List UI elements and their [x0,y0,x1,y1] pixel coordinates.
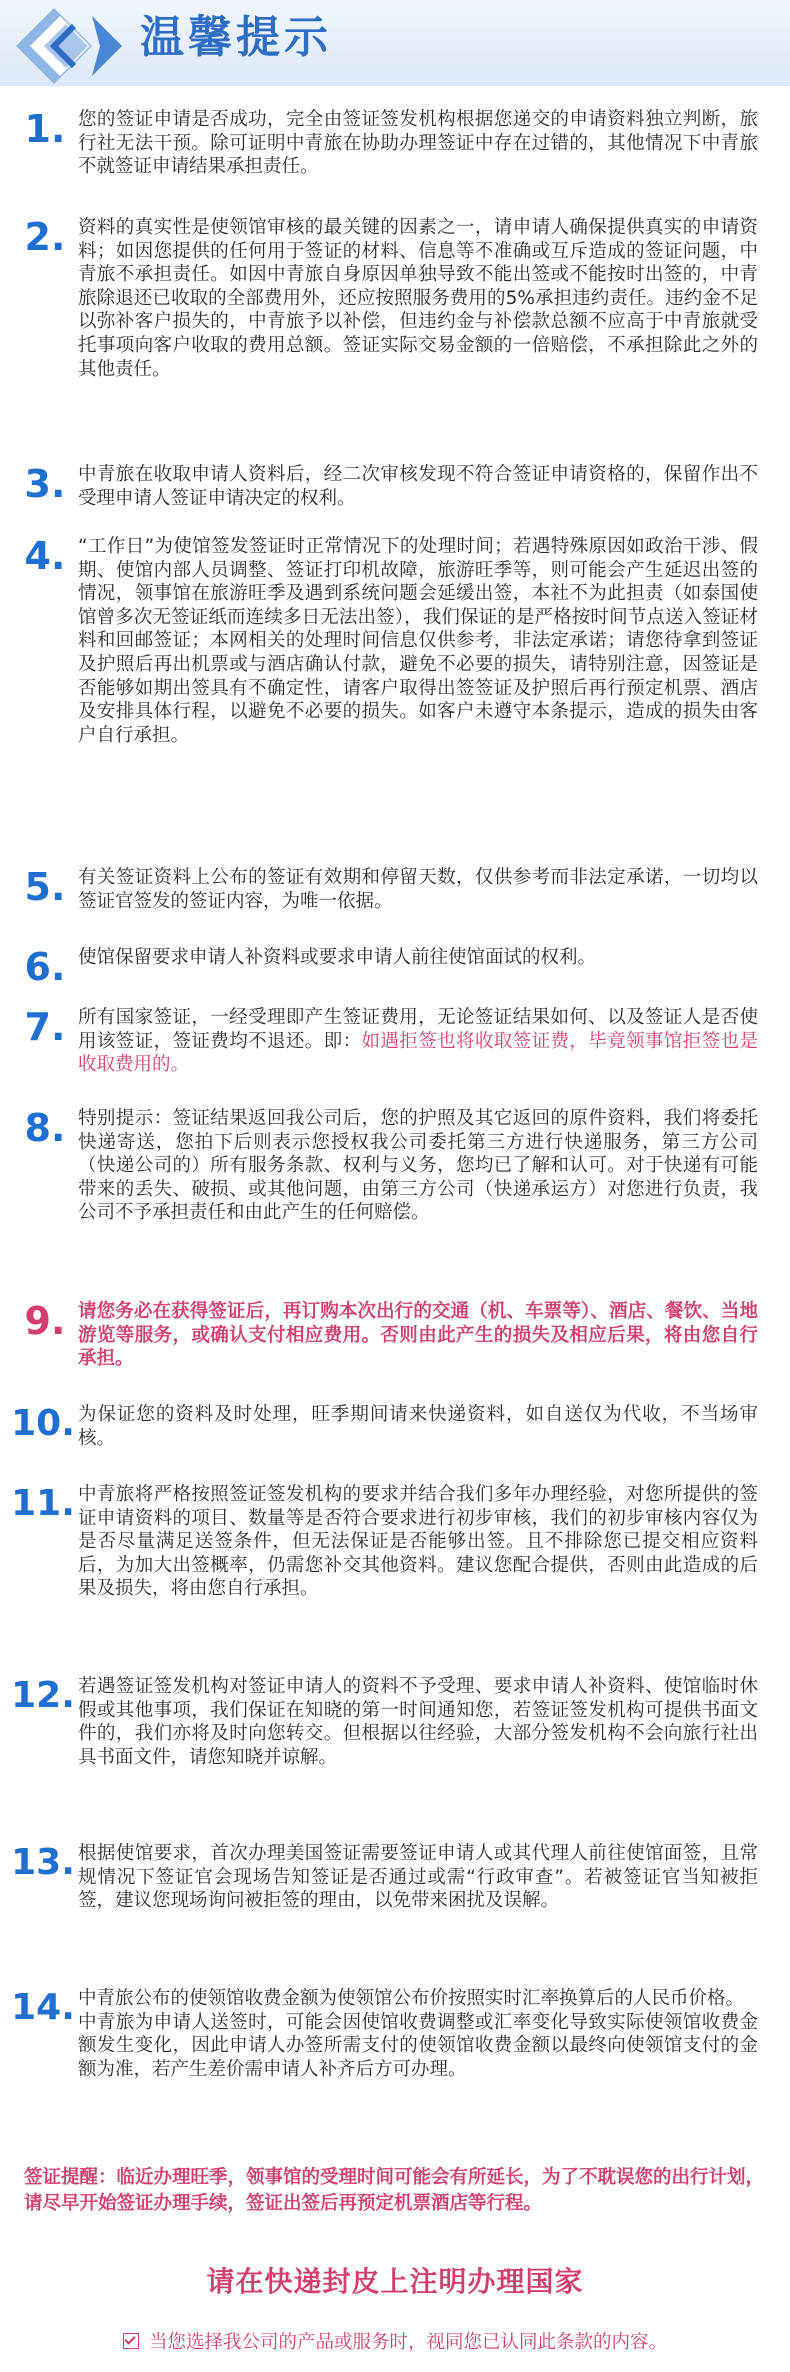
item-text: 中青旅将严格按照签证签发机构的要求并结合我们多年办理经验，对您所提供的签证申请资料的项目、数量等是否符合要求进行初步审核，我们的初步审核内容仅为是否尽量满足送签条件，但无法保证是否能够出签。且不排除您已提交相应资料后，为加大出签概率，仍需您补交其他资料。建议您配合提供，否则由此造成的后果及损失，将由您自行承担。 [78,1484,758,1600]
item-text: 您的签证申请是否成功，完全由签证签发机构根据您递交的申请资料独立判断，旅行社无法干预。除可证明中青旅在协助办理签证中存在过错的，其他情况下中青旅不就签证申请结果承担责任。 [78,109,758,178]
item-number: 12. [11,1675,75,1716]
express-notice: 请在快递封皮上注明办理国家 [206,2265,584,2298]
item-text: “工作日”为使馆签发签证时正常情况下的处理时间；若遇特殊原因如政治干涉、假期、使馆内部人员调整、签证打印机故障，旅游旺季等，则可能会产生延迟出签的情况，领事馆在旅游旺季及遇到系统问题会延缓出签，本社不为此担责（如泰国使馆曾多次无签证纸而连续多日无法出签），我们保证的是严格按时间节点送入签证材料和回邮签证；本网相关的处理时间信息仅供参考，非法定承诺；请您待拿到签证及护照后再出机票或与酒店确认付款，避免不必要的损失，请特别注意，因签证是否能够如期出签具有不确定性，请客户取得出签签证及护照后再行预定机票、酒店及安排具体行程，以避免不必要的损失。如客户未遵守本条提示，造成的损失由客户自行承担。 [78,536,758,746]
item-number: 10. [11,1403,75,1444]
item-number: 8. [24,1106,66,1150]
item-number: 13. [11,1842,75,1883]
item-text: 特别提示：签证结果返回我公司后，您的护照及其它返回的原件资料，我们将委托快递寄送，您拍下后则表示您授权我公司委托第三方进行快递服务，第三方公司（快递公司的）所有服务条款、权利与义务，您均已了解和认可。对于快递有可能带来的丢失、破损、或其他问题，由第三方公司（快递承运方）对您进行负责，我公司不予承担责任和由此产生的任何赔偿。 [78,1108,758,1224]
item-number: 9. [24,1299,66,1343]
item-number: 5. [24,865,66,909]
item-alert-text: 如遇拒签也将收取签证费，毕竟领事馆拒签也是收取费用的。 [78,1030,758,1076]
item-text: 资料的真实性是使领馆审核的最关键的因素之一，请申请人确保提供真实的申请资料；如因您提供的任何用于签证的材料、信息等不准确或互斥造成的签证问题，中青旅不承担责任。如因中青旅自身原因单独导致不能出签或不能按时出签的，中青旅除退还已收取的全部费用外，还应按照服务费用的5%承担违约责任。违约金不足以弥补客户损失的，中青旅予以补偿，但违约金与补偿款总额不应高于中青旅就受托事项向客户收取的费用总额。签证实际交易金额的一倍赔偿，不承担除此之外的其他责任。 [78,217,758,380]
page-title: 温馨提示 [140,12,332,63]
diamond-arrow-icon [14,6,126,86]
item-text: 使馆保留要求申请人补资料或要求申请人前往使馆面试的权利。 [78,947,597,968]
item-text: 根据使馆要求，首次办理美国签证需要签证申请人或其代理人前往使馆面签，且常规情况下签证官会现场告知签证是否通过或需“行政审查”。若被签证官当知被拒签，建议您现场询问被拒签的理由，以免带来困扰及误解。 [78,1843,758,1912]
header-banner [0,0,790,86]
item-number: 3. [24,462,66,506]
item-number: 4. [24,534,66,578]
item-number: 14. [11,1987,75,2028]
item-text: 有关签证资料上公布的签证有效期和停留天数，仅供参考而非法定承诺，一切均以签证官签发的签证内容，为唯一依据。 [78,867,758,912]
item-number: 6. [24,945,66,989]
item-number: 2. [24,215,66,259]
footer-agreement [0,2328,790,2354]
item-number: 1. [24,107,66,151]
item-number: 11. [11,1483,75,1524]
item-text: 中青旅在收取申请人资料后，经二次审核发现不符合签证申请资格的，保留作出不受理申请人签证申请决定的权利。 [78,464,758,509]
checkbox-icon [123,2333,139,2349]
item-paragraph: 中青旅公布的使领馆收费金额为使领馆公布价按照实时汇率换算后的人民币价格。 [78,1988,745,2009]
item-text: 若遇签证签发机构对签证申请人的资料不予受理、要求申请人补资料、使馆临时休假或其他事项，我们保证在知晓的第一时间通知您，若签证签发机构可提供书面文件的，我们亦将及时向您转交。但根据以往经验，大部分签发机构不会向旅行社出具书面文件，请您知晓并谅解。 [78,1676,758,1768]
item-text: 所有国家签证，一经受理即产生签证费用，无论签证结果如何、以及签证人是否使用该签证，签证费均不退还。即：如遇拒签也将收取签证费，毕竟领事馆拒签也是收取费用的。 [78,1007,758,1076]
footer-text: 当您选择我公司的产品或服务时，视同您已认同此条款的内容。 [148,2332,667,2353]
item-number: 7. [24,1005,66,1049]
visa-reminder: 签证提醒：临近办理旺季，领事馆的受理时间可能会有所延长，为了不耽误您的出行计划，请尽早开始签证办理手续，签证出签后再预定机票酒店等行程。 [24,2167,765,2214]
item-paragraph: 中青旅为申请人送签时，可能会因使馆收费调整或汇率变化导致实际使领馆收费金额发生变化，因此申请人办签所需支付的使领馆收费金额以最终向使领馆支付的金额为准，若产生差价需申请人补齐后方可办理。 [78,2011,758,2080]
item-text [78,1987,758,2081]
item-text: 为保证您的资料及时处理，旺季期间请来快递资料，如自送仅为代收，不当场审核。 [78,1404,758,1449]
item-alert-text: 请您务必在获得签证后，再订购本次出行的交通（机、车票等）、酒店、餐饮、当地游览等服务，或确认支付相应费用。否则由此产生的损失及相应后果，将由您自行承担。 [78,1301,758,1370]
